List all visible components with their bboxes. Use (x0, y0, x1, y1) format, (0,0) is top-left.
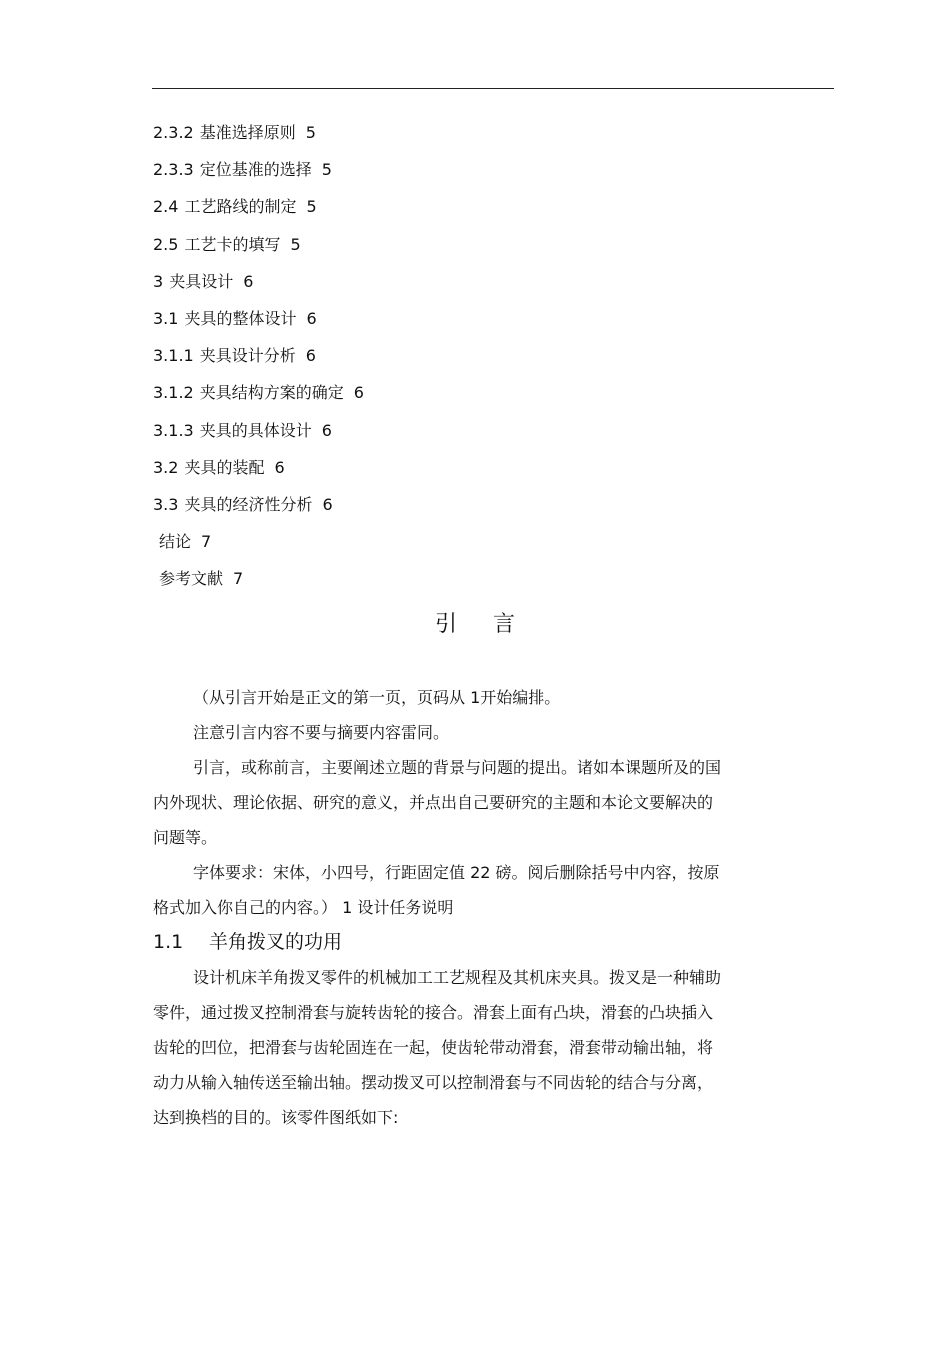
paragraph-line: 零件，通过拨叉控制滑套与旋转齿轮的接合。滑套上面有凸块，滑套的凸块插入 (153, 1003, 714, 1022)
section-title (153, 925, 342, 959)
toc-number: 2.3.2 (153, 123, 194, 142)
paragraph-line: 字体要求：宋体，小四号，行距固定值 22 磅。阅后删除括号中内容，按原 (193, 863, 720, 882)
paragraph-line: 引言，或称前言，主要阐述立题的背景与问题的提出。诸如本课题所及的国 (193, 758, 722, 777)
toc-item[interactable] (153, 567, 364, 604)
intro-paragraph: 注意引言内容不要与摘要内容雷同。 (193, 723, 450, 742)
section-heading-introduction: 引言 (434, 612, 551, 637)
toc-page: 6 (321, 420, 332, 440)
toc-item[interactable] (153, 233, 364, 270)
toc-page: 5 (321, 160, 332, 180)
toc-item[interactable] (153, 158, 364, 195)
paragraph-line: 格式加入你自己的内容。） 1 设计任务说明 (153, 898, 454, 917)
toc-title: 夹具结构方案的确定 (199, 383, 344, 403)
toc-page: 6 (305, 346, 316, 366)
toc-item[interactable] (153, 530, 364, 567)
paragraph-line: 齿轮的凹位，把滑套与齿轮固连在一起，使齿轮带动滑套，滑套带动输出轴，将 (153, 1038, 714, 1057)
toc-number: 3.1.3 (153, 420, 194, 440)
section-number: 1.1 (153, 931, 184, 953)
toc-page: 6 (353, 383, 364, 403)
toc-number: 3.2 (153, 457, 179, 477)
toc-page: 6 (243, 271, 254, 291)
toc-title: 夹具的装配 (184, 457, 265, 477)
toc-title: 夹具的整体设计 (184, 308, 297, 328)
table-of-contents (153, 121, 364, 604)
intro-paragraph: （从引言开始是正文的第一页，页码从 1开始编排。 (193, 688, 561, 707)
paragraph-line: 设计机床羊角拨叉零件的机械加工工艺规程及其机床夹具。拨叉是一种辅助 (193, 968, 722, 987)
toc-item[interactable] (153, 419, 364, 456)
paragraph-line: 达到换档的目的。该零件图纸如下: (153, 1108, 399, 1127)
paragraph-line: 问题等。 (153, 828, 218, 847)
toc-number: 3.1 (153, 308, 179, 328)
toc-number: 3 (153, 271, 164, 291)
toc-page: 5 (290, 234, 301, 254)
toc-number: 3.1.2 (153, 383, 194, 403)
toc-page: 5 (305, 123, 316, 142)
toc-item[interactable] (153, 456, 364, 493)
header-rule (152, 88, 834, 89)
toc-item[interactable] (153, 381, 364, 418)
toc-page: 5 (306, 197, 317, 217)
toc-title: 夹具的经济性分析 (184, 494, 313, 514)
body-paragraph (153, 960, 721, 1135)
section-title-text: 羊角拨叉的功用 (209, 931, 343, 953)
toc-title: 夹具设计 (169, 271, 234, 291)
toc-item[interactable] (153, 344, 364, 381)
toc-item[interactable] (153, 195, 364, 232)
toc-page: 7 (233, 569, 244, 589)
toc-number: 2.3.3 (153, 160, 194, 180)
toc-page: 6 (274, 457, 285, 477)
toc-title: 结论 (159, 532, 192, 552)
toc-item[interactable] (153, 270, 364, 307)
toc-number: 3.3 (153, 494, 179, 514)
paragraph-line: 内外现状、理论依据、研究的意义，并点出自己要研究的主题和本论文要解决的 (153, 793, 714, 812)
toc-title: 定位基准的选择 (199, 160, 312, 180)
toc-title: 夹具设计分析 (199, 346, 296, 366)
toc-page: 6 (306, 308, 317, 328)
intro-paragraph (153, 750, 793, 855)
toc-title: 基准选择原则 (199, 123, 296, 142)
toc-item[interactable] (153, 121, 364, 158)
font-requirement-paragraph (153, 855, 720, 925)
toc-title: 参考文献 (159, 569, 224, 589)
toc-page: 7 (201, 532, 212, 552)
toc-item[interactable] (153, 493, 364, 530)
toc-title: 工艺路线的制定 (184, 197, 297, 217)
paragraph-line: 动力从输入轴传送至输出轴。摆动拨叉可以控制滑套与不同齿轮的结合与分离， (153, 1073, 714, 1092)
toc-number: 2.5 (153, 234, 179, 254)
toc-title: 夹具的具体设计 (199, 420, 312, 440)
toc-item[interactable] (153, 307, 364, 344)
toc-title: 工艺卡的填写 (184, 234, 281, 254)
toc-page: 6 (322, 494, 333, 514)
toc-number: 3.1.1 (153, 346, 194, 366)
toc-number: 2.4 (153, 197, 179, 217)
